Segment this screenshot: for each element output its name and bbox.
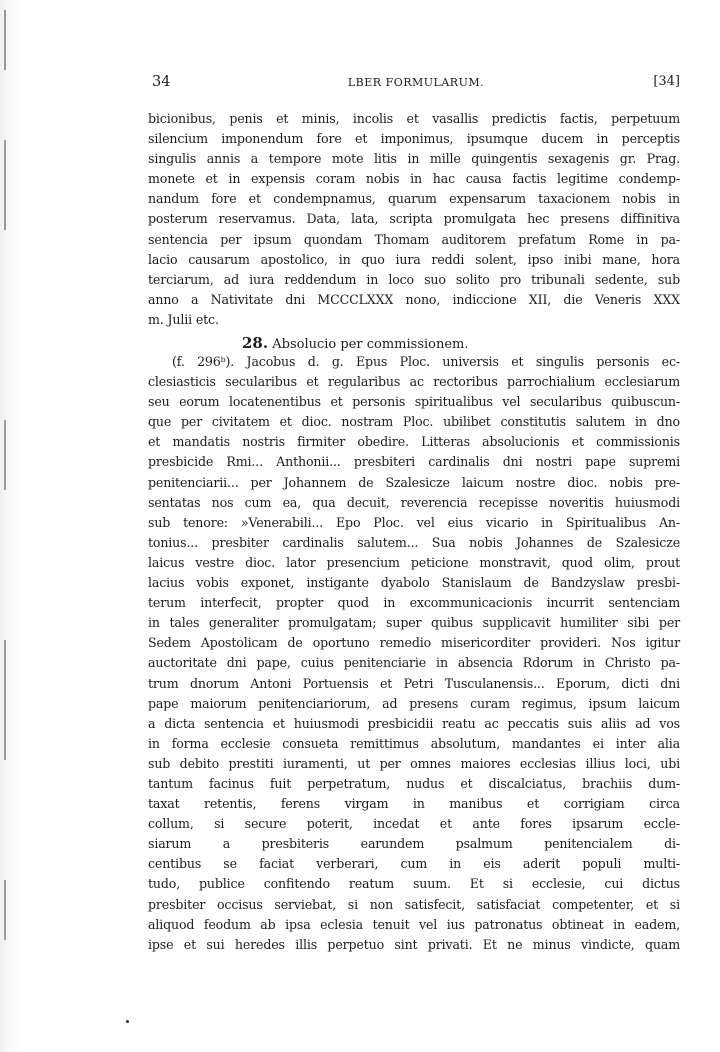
text-line: tudo, publice confitendo reatum suum. Et si ecclesie, cui dictus xyxy=(148,876,680,892)
text-block-top xyxy=(148,109,680,330)
text-line: que per civitatem et dioc. nostram Ploc. ubilibet constitutis salutem in dno xyxy=(148,414,680,430)
text-line: posterum reservamus. Data, lata, scripta promulgata hec presens diffinitiva xyxy=(148,211,680,227)
section-number: 28. xyxy=(242,334,269,352)
scan-edge-mark xyxy=(4,10,6,70)
text-block-main xyxy=(148,352,680,955)
text-line: siarum a presbiteris earundem psalmum penitencialem di- xyxy=(148,836,680,852)
text-line: auctoritate dni pape, cuius penitenciarie in absencia Rdorum in Christo pa- xyxy=(148,655,680,671)
text-line: centibus se faciat verberari, cum in eis aderit populi multi- xyxy=(148,856,680,872)
text-line: seu eorum locatenentibus et personis spiritualibus vel secularibus quibuscun- xyxy=(148,394,680,410)
scan-edge-mark xyxy=(4,420,6,490)
text-line: aliquod feodum ab ipsa eclesia tenuit vel ius patronatus obtineat in eadem, xyxy=(148,916,680,932)
text-line: tonius... presbiter cardinalis salutem... Sua nobis Johannes de Szalesicze xyxy=(148,534,680,550)
text-line: a dicta sentencia et huiusmodi presbicidii reatu ac peccatis suis aliis ad vos xyxy=(148,715,680,731)
text-line: nandum fore et condempnamus, quarum expensarum taxacionem nobis in xyxy=(148,191,680,207)
text-line: laicus vestre dioc. lator presencium peticione monstravit, quod olim, prout xyxy=(148,554,680,570)
text-line: et mandatis nostris firmiter obedire. Litteras absolucionis et commissionis xyxy=(148,434,680,450)
folio-number: [34] xyxy=(653,74,680,89)
text-line: collum, si secure poterit, incedat et ante fores ipsarum eccle- xyxy=(148,816,680,832)
text-line: presbiter occisus serviebat, si non satisfecit, satisfaciat competenter, et si xyxy=(148,896,680,912)
text-line: bicionibus, penis et minis, incolis et vasallis predictis factis, perpetuum xyxy=(148,111,680,126)
page-number: 34 xyxy=(152,74,171,90)
section-title: Absolucio per commissionem. xyxy=(272,337,469,352)
section-heading xyxy=(242,334,469,352)
text-line: singulis annis a tempore mote litis in mille quingentis sexagenis gr. Prag. xyxy=(148,151,680,167)
text-line: tantum facinus fuit perpetratum, nudus et discalciatus, brachiis dum- xyxy=(148,775,680,791)
text-line: (f. 296ᵇ). Jacobus d. g. Epus Ploc. universis et singulis personis ec- xyxy=(172,354,680,369)
text-line: clesiasticis secularibus et regularibus ac rectoribus parrochialium ecclesiarum xyxy=(148,374,680,390)
scan-edge-mark xyxy=(4,640,6,760)
text-line: lacio causarum apostolico, in quo iura reddi solent, ipso inibi mane, hora xyxy=(148,251,680,267)
text-line: monete et in expensis coram nobis in hac causa factis legitime condemp- xyxy=(148,171,680,187)
text-line: pape maiorum penitenciariorum, ad presens curam regimus, ipsum laicum xyxy=(148,695,680,711)
text-line: sentencia per ipsum quondam Thomam auditorem prefatum Rome in pa- xyxy=(148,231,680,247)
scan-edge-mark xyxy=(4,140,6,230)
scan-speck xyxy=(126,1020,129,1023)
scan-edge-mark xyxy=(4,880,6,940)
text-line: lacius vobis exponet, instigante dyabolo Stanislaum de Bandzyslaw presbi- xyxy=(148,575,680,591)
text-line: sentatas nos cum ea, qua decuit, reverencia recepisse noveritis huiusmodi xyxy=(148,494,680,510)
text-line: m. Julii etc. xyxy=(148,311,219,327)
scan-left-edge xyxy=(0,0,26,1052)
text-line: Sedem Apostolicam de oportuno remedio misericorditer provideri. Nos igitur xyxy=(148,635,680,651)
running-title: LBER FORMULARUM. xyxy=(347,76,485,89)
text-line: sub debito prestiti iuramenti, ut per omnes maiores ecclesias illius loci, ubi xyxy=(148,755,680,771)
text-line: penitenciarii... per Johannem de Szalesicze laicum nostre dioc. nobis pre- xyxy=(148,474,680,490)
text-line: taxat retentis, ferens virgam in manibus et corrigiam circa xyxy=(148,796,680,812)
text-line: in tales generaliter promulgatam; super quibus supplicavit humiliter sibi per xyxy=(148,615,680,631)
page-header xyxy=(152,74,680,96)
text-line: sub tenore: »Venerabili... Epo Ploc. vel eius vicario in Spiritualibus An- xyxy=(148,514,680,530)
text-line: presbicide Rmi... Anthonii... presbiteri cardinalis dni nostri pape supremi xyxy=(148,454,680,470)
text-line: in forma ecclesie consueta remittimus absolutum, mandantes ei inter alia xyxy=(148,735,680,751)
text-line: terciarum, ad iura reddendum in loco suo solito pro tribunali sedente, sub xyxy=(148,271,680,287)
text-line: ipse et sui heredes illis perpetuo sint privati. Et ne minus vindicte, quam xyxy=(148,936,680,952)
text-line: trum dnorum Antoni Portuensis et Petri Tusculanensis... Eporum, dicti dni xyxy=(148,675,680,691)
text-line: anno a Nativitate dni MCCCLXXX nono, indiccione XII, die Veneris XXX xyxy=(148,291,680,307)
text-line: terum interfecit, propter quod in excommunicacionis incurrit sentenciam xyxy=(148,595,680,611)
text-line: silencium imponendum fore et imponimus, ipsumque ducem in perceptis xyxy=(148,131,680,147)
